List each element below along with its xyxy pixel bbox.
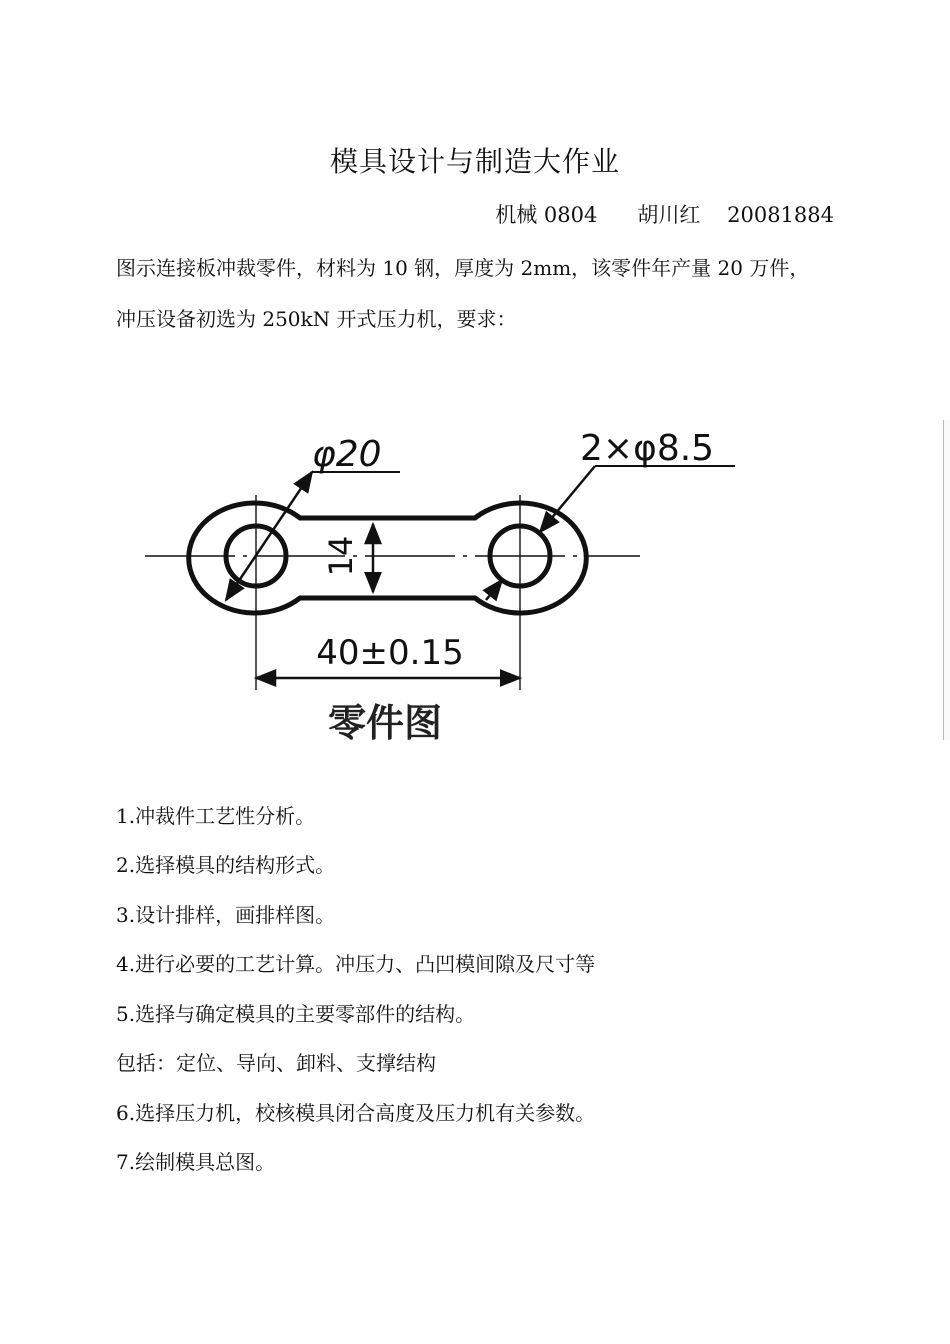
- page-edge-mark: [943, 420, 950, 740]
- requirement-item: 4.进行必要的工艺计算。冲压力、凸凹模间隙及尺寸等: [116, 952, 596, 976]
- document-title: 模具设计与制造大作业: [329, 145, 620, 178]
- requirement-item: 5.选择与确定模具的主要零部件的结构。: [116, 1002, 476, 1026]
- requirement-item: 6.选择压力机，校核模具闭合高度及压力机有关参数。: [116, 1101, 596, 1125]
- author-class: 机械 0804: [495, 203, 598, 227]
- figure-caption: 零件图: [327, 701, 443, 745]
- requirement-subitem: 包括：定位、导向、卸料、支撑结构: [116, 1051, 436, 1075]
- intro-line-1: 图示连接板冲裁零件，材料为 10 钢，厚度为 2mm，该零件年产量 20 万件，: [116, 256, 810, 280]
- outer-dia-label: φ20: [312, 434, 382, 475]
- width-label: 14: [322, 535, 360, 577]
- author-name: 胡川红: [637, 203, 701, 227]
- requirement-item: 2.选择模具的结构形式。: [116, 853, 336, 877]
- requirement-item: 7.绘制模具总图。: [116, 1150, 276, 1174]
- author-student-id: 20081884: [727, 203, 834, 227]
- requirement-item: 1.冲裁件工艺性分析。: [116, 804, 316, 828]
- requirement-item: 3.设计排样，画排样图。: [116, 903, 336, 927]
- intro-line-2: 冲压设备初选为 250kN 开式压力机，要求：: [116, 307, 517, 331]
- hole-dia-label: 2×φ8.5: [580, 428, 715, 469]
- center-distance-label: 40±0.15: [316, 633, 464, 673]
